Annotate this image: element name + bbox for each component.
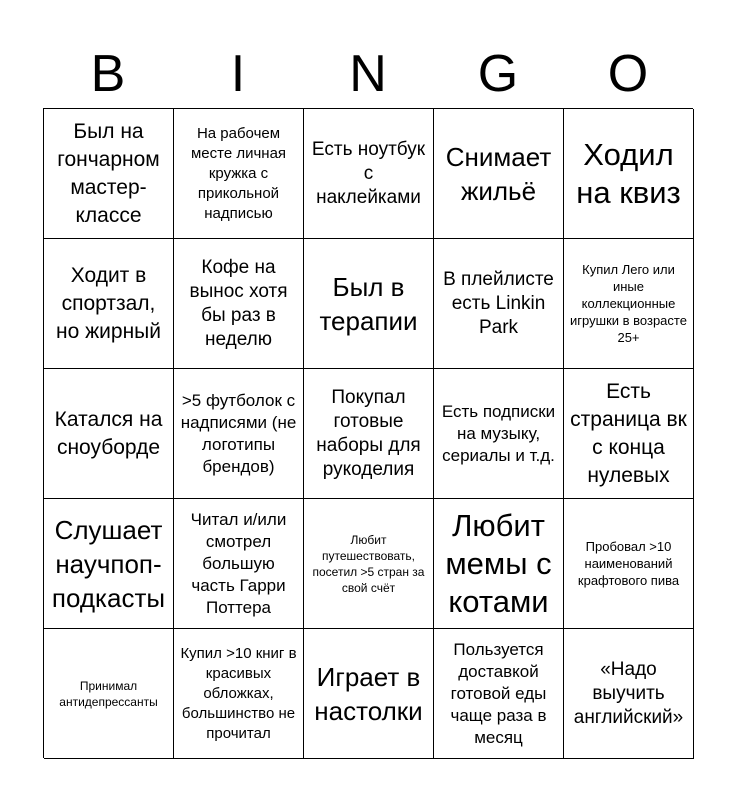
cell-text: В плейлисте есть Linkin Park <box>443 268 554 338</box>
bingo-cell-5-4[interactable] <box>434 629 564 759</box>
bingo-cell-3-1[interactable] <box>44 369 174 499</box>
cell-text: Читал и/или смотрел большую часть Гарри Поттера <box>190 509 287 617</box>
bingo-cell-3-4[interactable] <box>434 369 564 499</box>
bingo-cell-4-3[interactable] <box>304 499 434 629</box>
bingo-cell-4-4[interactable] <box>434 499 564 629</box>
bingo-cell-2-2[interactable] <box>174 239 304 369</box>
bingo-cell-1-5[interactable] <box>564 109 694 239</box>
cell-text: «Надо выучить английский» <box>573 658 684 728</box>
cell-text: Покупал готовые наборы для рукоделия <box>316 386 421 480</box>
bingo-cell-3-2[interactable] <box>174 369 304 499</box>
cell-text: >5 футболок с надписями (не логотипы брендов) <box>180 390 297 476</box>
bingo-cell-1-1[interactable] <box>44 109 174 239</box>
header-letter-o: O <box>607 45 649 103</box>
cell-text: На рабочем месте личная кружка с прикольной надписью <box>190 124 287 222</box>
bingo-cell-4-5[interactable] <box>564 499 694 629</box>
bingo-cell-5-2[interactable] <box>174 629 304 759</box>
bingo-cell-1-2[interactable] <box>174 109 304 239</box>
bingo-cell-5-5[interactable] <box>564 629 694 759</box>
cell-text: Есть подписки на музыку, сериалы и т.д. <box>441 401 556 465</box>
cell-text: Слушает научпоп-подкасты <box>51 514 166 613</box>
bingo-cell-2-3[interactable] <box>304 239 434 369</box>
bingo-cell-5-3[interactable] <box>304 629 434 759</box>
bingo-cell-1-3[interactable] <box>304 109 434 239</box>
cell-text: Снимает жильё <box>445 141 552 206</box>
cell-text: Принимал антидепрессанты <box>59 678 158 709</box>
cell-text: Кофе на вынос хотя бы раз в неделю <box>189 256 288 350</box>
cell-text: Любит мемы с котами <box>445 507 552 619</box>
bingo-cell-2-5[interactable] <box>564 239 694 369</box>
header-letter-b: B <box>90 45 126 103</box>
cell-text: Купил Лего или иные коллекционные игрушки в возрасте 25+ <box>570 262 687 345</box>
cell-text: Есть страница вк с конца нулевых <box>570 379 687 487</box>
cell-text: Катался на сноуборде <box>54 407 163 459</box>
bingo-header <box>43 40 693 108</box>
cell-text: Был на гончарном мастер-классе <box>57 119 160 227</box>
bingo-cell-4-1[interactable] <box>44 499 174 629</box>
header-letter-n: N <box>349 45 387 103</box>
bingo-cell-3-5[interactable] <box>564 369 694 499</box>
cell-text: Пользуется доставкой готовой еды чаще раза в месяц <box>450 639 547 747</box>
bingo-cell-2-1[interactable] <box>44 239 174 369</box>
bingo-cell-3-3[interactable] <box>304 369 434 499</box>
bingo-cell-5-1[interactable] <box>44 629 174 759</box>
cell-text: Купил >10 книг в красивых обложках, большинство не прочитал <box>180 644 297 742</box>
header-letter-g: G <box>477 45 519 103</box>
cell-text: Пробовал >10 наименований крафтового пива <box>577 539 680 588</box>
cell-text: Играет в настолки <box>314 661 423 726</box>
cell-text: Любит путешествовать, посетил >5 стран за свой счёт <box>312 532 425 595</box>
bingo-cell-4-2[interactable] <box>174 499 304 629</box>
cell-text: Ходит в спортзал, но жирный <box>56 263 161 343</box>
cell-text: Был в терапии <box>319 271 418 336</box>
cell-text: Есть ноутбук с наклейками <box>311 138 426 208</box>
bingo-cell-2-4[interactable] <box>434 239 564 369</box>
bingo-grid <box>43 108 693 758</box>
header-letter-i: I <box>230 45 246 103</box>
cell-text: Ходил на квиз <box>576 136 681 210</box>
bingo-cell-1-4[interactable] <box>434 109 564 239</box>
